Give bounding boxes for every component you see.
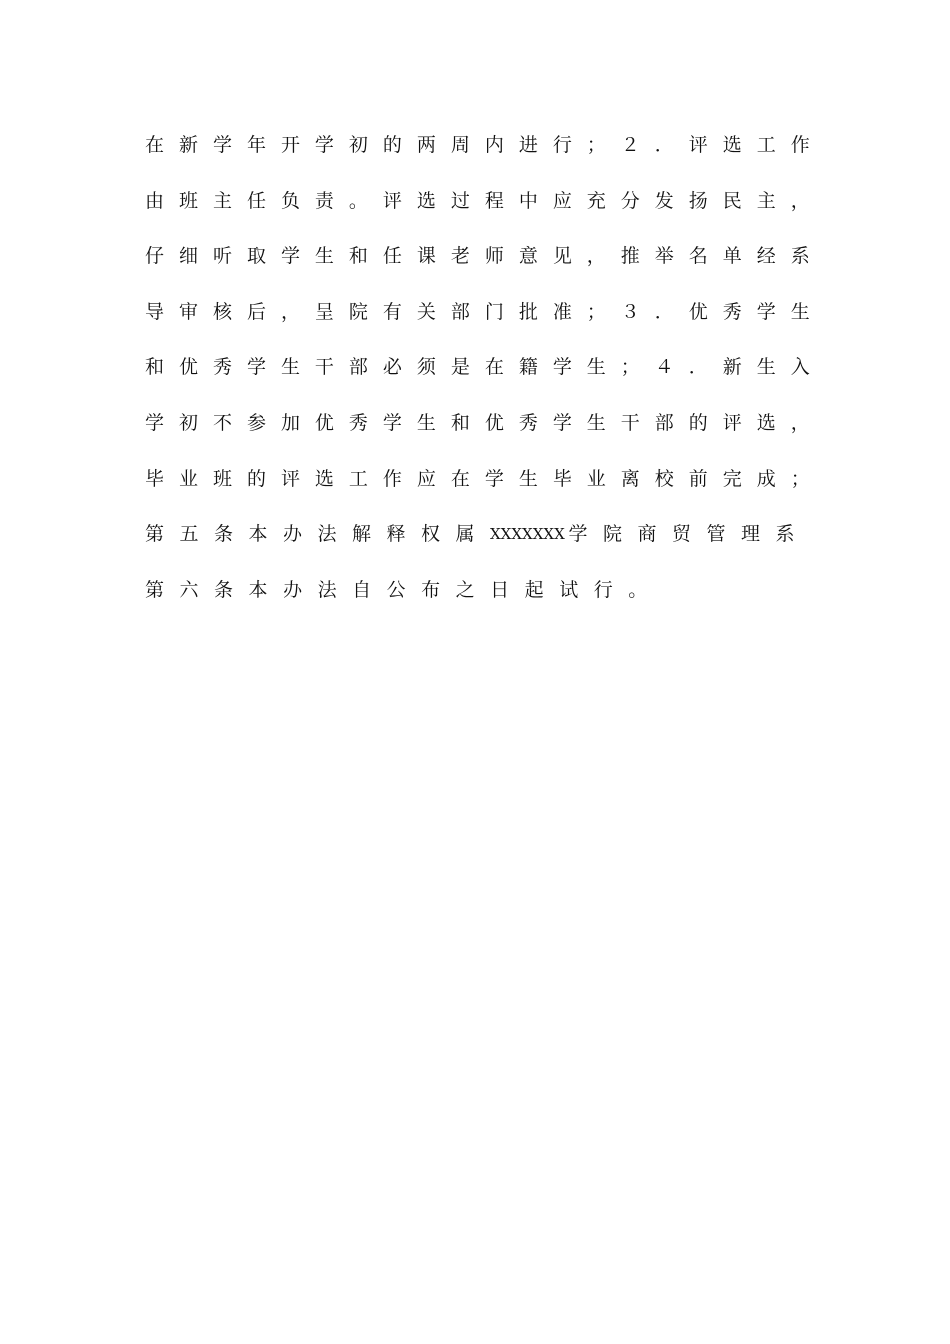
text-glyph: 呈 [314,300,334,323]
text-glyph: 班 [178,189,198,212]
text-glyph: 开 [280,134,300,156]
text-glyph: 生 [314,245,334,268]
text-glyph: 主 [756,189,776,212]
text-glyph: 取 [246,245,266,268]
document-body [145,118,810,618]
text-glyph: 生 [586,411,606,434]
text-glyph: ； [586,300,606,323]
text-glyph: 新 [178,134,198,156]
text-glyph: 商 [637,523,657,546]
text-glyph: XXXXXXX [490,525,565,544]
text-glyph: 批 [518,300,538,323]
text-glyph: 部 [348,356,368,379]
text-glyph: 责 [314,189,334,212]
text-glyph: 在 [450,467,470,490]
text-glyph: 须 [416,356,436,379]
text-glyph: 业 [178,467,198,490]
text-glyph: 成 [756,467,776,490]
text-glyph: 优 [688,300,708,323]
text-glyph: 条 [214,578,234,601]
text-glyph: 评 [382,189,402,212]
text-glyph: ３ [620,300,640,323]
text-glyph: 学 [212,134,232,156]
text-glyph: 意 [518,245,538,268]
text-line [145,229,810,285]
text-glyph: 学 [552,356,572,379]
text-glyph: 任 [246,189,266,212]
text-glyph: 法 [317,523,337,546]
text-glyph: ； [790,467,810,490]
text-glyph: ， [790,189,810,212]
text-line [145,174,810,230]
text-glyph: 审 [178,300,198,323]
text-glyph: 评 [280,467,300,490]
text-glyph: 学 [382,411,402,434]
text-glyph: 过 [450,189,470,212]
text-glyph: 民 [722,189,742,212]
text-glyph: 校 [654,467,674,490]
text-glyph: 和 [145,356,165,379]
text-glyph: 日 [490,578,510,601]
text-glyph: 本 [248,523,268,546]
text-glyph: 理 [741,523,761,546]
text-glyph: 生 [756,356,776,379]
text-glyph: 年 [246,134,266,156]
text-glyph: 中 [518,189,538,212]
text-glyph: 完 [722,467,742,490]
text-glyph: 师 [484,245,504,268]
text-glyph: 入 [790,356,810,379]
text-glyph: 主 [212,189,232,212]
text-glyph: 院 [603,523,623,546]
text-glyph: ， [790,411,810,434]
text-glyph: 听 [212,245,232,268]
text-glyph: 秀 [212,356,232,379]
text-glyph: 作 [382,467,402,490]
text-glyph: 自 [352,578,372,601]
text-glyph: 推 [620,245,640,268]
text-glyph: 业 [586,467,606,490]
text-glyph: 离 [620,467,640,490]
text-glyph: 经 [756,245,776,268]
text-glyph: 两 [416,134,436,156]
text-glyph: 的 [382,134,402,156]
text-glyph: 系 [775,523,795,546]
text-glyph: 。 [628,578,648,601]
text-line [145,507,810,563]
text-glyph: 见 [552,245,572,268]
text-glyph: 在 [484,356,504,379]
text-glyph: ； [620,356,640,379]
text-glyph: 选 [416,189,436,212]
text-glyph: 第 [145,578,165,601]
text-glyph: 前 [688,467,708,490]
text-glyph: 的 [688,411,708,434]
text-glyph: 由 [145,189,165,212]
text-glyph: 进 [518,134,538,156]
text-glyph: 细 [178,245,198,268]
text-glyph: 新 [722,356,742,379]
text-glyph: 班 [212,467,232,490]
text-glyph: 管 [706,523,726,546]
text-glyph: 优 [314,411,334,434]
text-glyph: 属 [455,523,475,546]
text-glyph: 学 [246,356,266,379]
text-glyph: 生 [790,300,810,323]
text-glyph: 公 [386,578,406,601]
text-glyph: 和 [348,245,368,268]
text-glyph: 工 [756,134,776,156]
text-glyph: 之 [455,578,475,601]
text-glyph: 毕 [552,467,572,490]
text-glyph: ， [586,245,606,268]
text-glyph: 不 [212,411,232,434]
text-glyph: 初 [348,134,368,156]
text-glyph: 系 [790,245,810,268]
text-glyph: 学 [756,300,776,323]
text-glyph: 。 [348,189,368,212]
text-glyph: 的 [246,467,266,490]
text-glyph: 任 [382,245,402,268]
text-glyph: 干 [620,411,640,434]
text-glyph: 布 [421,578,441,601]
text-glyph: 程 [484,189,504,212]
text-glyph: ， [280,300,300,323]
text-glyph: 解 [352,523,372,546]
text-glyph: 负 [280,189,300,212]
text-glyph: 部 [654,411,674,434]
text-glyph: 试 [559,578,579,601]
text-glyph: 籍 [518,356,538,379]
text-glyph: 选 [756,411,776,434]
text-glyph: 评 [688,134,708,156]
text-line [145,340,810,396]
text-glyph: 内 [484,134,504,156]
text-glyph: 第 [145,523,165,546]
text-line [145,563,810,619]
text-glyph: 学 [568,523,588,546]
text-glyph: 生 [416,411,436,434]
text-glyph: 学 [280,245,300,268]
text-glyph: 优 [484,411,504,434]
text-glyph: 学 [314,134,334,156]
text-glyph: 院 [348,300,368,323]
text-glyph: 关 [416,300,436,323]
text-glyph: 单 [722,245,742,268]
text-glyph: ； [586,134,606,156]
text-glyph: 在 [145,134,165,156]
text-glyph: ４ [654,356,674,379]
text-line [145,118,810,174]
text-glyph: 条 [214,523,234,546]
text-glyph: 秀 [348,411,368,434]
text-glyph: 毕 [145,467,165,490]
text-glyph: 初 [178,411,198,434]
text-glyph: 发 [654,189,674,212]
text-glyph: 行 [552,134,572,156]
text-glyph: 本 [248,578,268,601]
text-glyph: 权 [421,523,441,546]
text-glyph: 导 [145,300,165,323]
text-glyph: 办 [283,578,303,601]
text-glyph: 秀 [518,411,538,434]
text-glyph: ． [688,356,708,379]
text-glyph: 举 [654,245,674,268]
text-glyph: 学 [145,411,165,434]
text-glyph: 课 [416,245,436,268]
text-glyph: 干 [314,356,334,379]
text-glyph: 生 [280,356,300,379]
text-glyph: 学 [484,467,504,490]
text-glyph: 法 [317,578,337,601]
text-glyph: 部 [450,300,470,323]
text-glyph: 准 [552,300,572,323]
text-glyph: ２ [620,134,640,156]
text-glyph: 评 [722,411,742,434]
text-glyph: 选 [722,134,742,156]
text-glyph: 加 [280,411,300,434]
text-glyph: ． [654,134,674,156]
text-glyph: 五 [179,523,199,546]
text-glyph: 释 [386,523,406,546]
text-glyph: 后 [246,300,266,323]
text-glyph: 生 [586,356,606,379]
text-glyph: 作 [790,134,810,156]
text-glyph: 参 [246,411,266,434]
text-glyph: 门 [484,300,504,323]
text-glyph: 优 [178,356,198,379]
text-line [145,452,810,508]
text-glyph: 老 [450,245,470,268]
text-glyph: 办 [283,523,303,546]
text-glyph: 选 [314,467,334,490]
text-glyph: 起 [524,578,544,601]
text-glyph: 学 [552,411,572,434]
text-glyph: 工 [348,467,368,490]
text-glyph: 六 [179,578,199,601]
text-glyph: 应 [552,189,572,212]
text-glyph: 生 [518,467,538,490]
text-glyph: ． [654,300,674,323]
text-glyph: 应 [416,467,436,490]
text-glyph: 秀 [722,300,742,323]
text-glyph: 名 [688,245,708,268]
text-glyph: 仔 [145,245,165,268]
text-glyph: 周 [450,134,470,156]
text-glyph: 贸 [672,523,692,546]
text-glyph: 必 [382,356,402,379]
text-glyph: 和 [450,411,470,434]
text-glyph: 分 [620,189,640,212]
text-glyph: 充 [586,189,606,212]
text-glyph: 扬 [688,189,708,212]
text-line [145,285,810,341]
text-line [145,396,810,452]
text-glyph: 有 [382,300,402,323]
text-glyph: 是 [450,356,470,379]
text-glyph: 核 [212,300,232,323]
text-glyph: 行 [593,578,613,601]
